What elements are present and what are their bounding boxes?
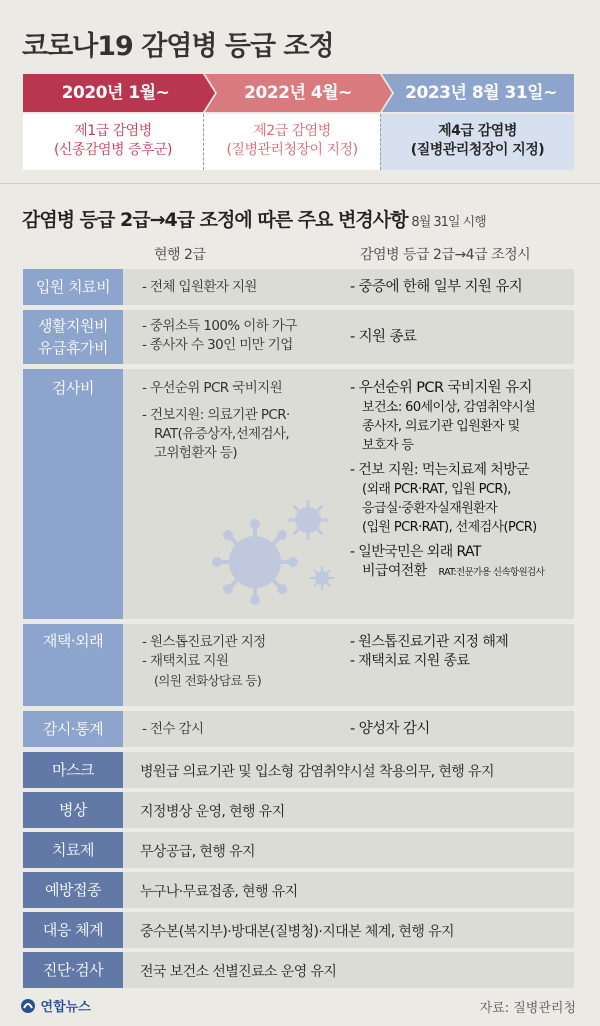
section-subtitle: [22, 205, 486, 232]
after-line: - 건보 지원: 먹는치료제 처방군: [350, 462, 530, 478]
row-label: 재택·외래: [23, 624, 123, 706]
timeline-label-2: 2022년 4월~: [244, 83, 352, 103]
current-cell: - 전수 감시: [142, 721, 204, 737]
current-line: - 우선순위 PCR 국비지원: [142, 380, 283, 396]
after-line: - 원스톱진료기관 지정 해제: [350, 634, 509, 650]
current-line: - 재택치료 지원: [142, 653, 229, 669]
current-cell: [142, 633, 266, 690]
after-line: 종사자, 의료기관 입원환자 및: [362, 419, 520, 434]
subtitle-date: 8월 31일 시행: [411, 215, 486, 230]
row-text: 전국 보건소 선별진료소 운영 유지: [140, 964, 337, 980]
grade-note: (신종감염병 증후군): [53, 142, 173, 158]
row-text: 누구나·무료접종, 현행 유지: [140, 884, 298, 900]
current-cell: [142, 379, 290, 463]
row-label: 입원 치료비: [23, 269, 123, 305]
grade-box-1: [23, 114, 203, 170]
row-text: 무상공급, 현행 유지: [140, 844, 255, 860]
row-label: 마스크: [23, 752, 123, 788]
divider: [0, 183, 600, 184]
row-label-line: 생활지원비: [38, 317, 108, 335]
after-line: [350, 562, 574, 582]
after-cell: - 중증에 한해 일부 지원 유지: [350, 279, 523, 295]
grade-box-3: [380, 114, 574, 170]
timeline: [23, 74, 574, 112]
after-line: (외래 PCR·RAT, 입원 PCR),: [362, 482, 511, 497]
subtitle-text: 감염병 등급 2급→4급 조정에 따른 주요 변경사항: [22, 209, 408, 231]
current-cell: [142, 317, 297, 355]
current-cell: - 전체 입원환자 지원: [142, 279, 257, 295]
row-label: 대응 체계: [23, 912, 123, 948]
grade-name: 제1급 감염병: [74, 123, 152, 139]
grade-box-2: [203, 114, 380, 170]
after-line: - 재택치료 지원 종료: [350, 653, 470, 669]
timeline-label-1: 2020년 1월~: [61, 83, 170, 103]
after-cell: [350, 633, 508, 671]
after-line: 보호자 등: [362, 438, 414, 453]
after-cell: - 지원 종료: [350, 329, 417, 345]
column-header-current: 현행 2급: [154, 247, 206, 263]
row-text: 지정병상 운영, 현행 유지: [140, 804, 285, 820]
current-line: (의원 전화상담료 등): [154, 673, 262, 688]
row-label-line: 유급휴가비: [38, 339, 108, 357]
after-line: 보건소: 60세이상, 감염취약시설: [362, 400, 536, 415]
page-title: 코로나19 감염병 등급 조정: [22, 31, 334, 62]
row-label: 치료제: [23, 832, 123, 868]
row-text: 중수본(복지부)·방대본(질병청)·지대본 체계, 현행 유지: [140, 924, 454, 940]
current-line: - 건보지원: 의료기관 PCR·: [142, 407, 290, 423]
after-line: 응급실·중환자실재원환자: [362, 501, 498, 516]
after-line: - 일반국민은 외래 RAT: [350, 544, 481, 560]
after-cell: - 양성자 감시: [350, 721, 430, 737]
column-header-after: 감염병 등급 2급→4급 조정시: [360, 247, 531, 263]
after-line: - 우선순위 PCR 국비지원 유지: [350, 380, 532, 396]
logo-text: 연합뉴스: [40, 1000, 91, 1015]
timeline-label-3: 2023년 8월 31일~: [405, 83, 557, 103]
after-cell: [350, 379, 574, 582]
virus-icon: [200, 490, 350, 610]
yonhap-logo: [20, 996, 91, 1015]
row-label: 감시·통계: [23, 711, 123, 747]
after-line-text: 비급여전환: [362, 563, 427, 579]
after-line: (입원 PCR·RAT), 선제검사(PCR): [362, 520, 537, 535]
grade-note: (질병관리청장이 지정): [226, 142, 358, 158]
row-label: 검사비: [23, 369, 123, 619]
grade-name: 제2급 감염병: [253, 123, 331, 139]
row-label: [23, 310, 123, 364]
current-line: - 원스톱진료기관 지정: [142, 634, 266, 650]
row-label: 병상: [23, 792, 123, 828]
grade-note: (질병관리청장이 지정): [410, 142, 545, 158]
current-line: RAT(유증상자,선제검사,: [154, 426, 290, 442]
row-label: 진단·검사: [23, 952, 123, 988]
current-line: - 종사자 수 30인 미만 기업: [142, 337, 293, 353]
current-line: 고위험환자 등): [154, 445, 238, 461]
grade-name: 제4급 감염병: [438, 123, 517, 139]
row-text: 병원급 의료기관 및 입소형 감염취약시설 착용의무, 현행 유지: [140, 764, 494, 780]
after-footnote: RAT:전문가용 신속항원검사: [438, 567, 545, 578]
logo-icon: [20, 998, 36, 1014]
current-line: - 중위소득 100% 이하 가구: [142, 318, 297, 334]
source-credit: 자료: 질병관리청: [479, 1001, 576, 1016]
row-label: 예방접종: [23, 872, 123, 908]
